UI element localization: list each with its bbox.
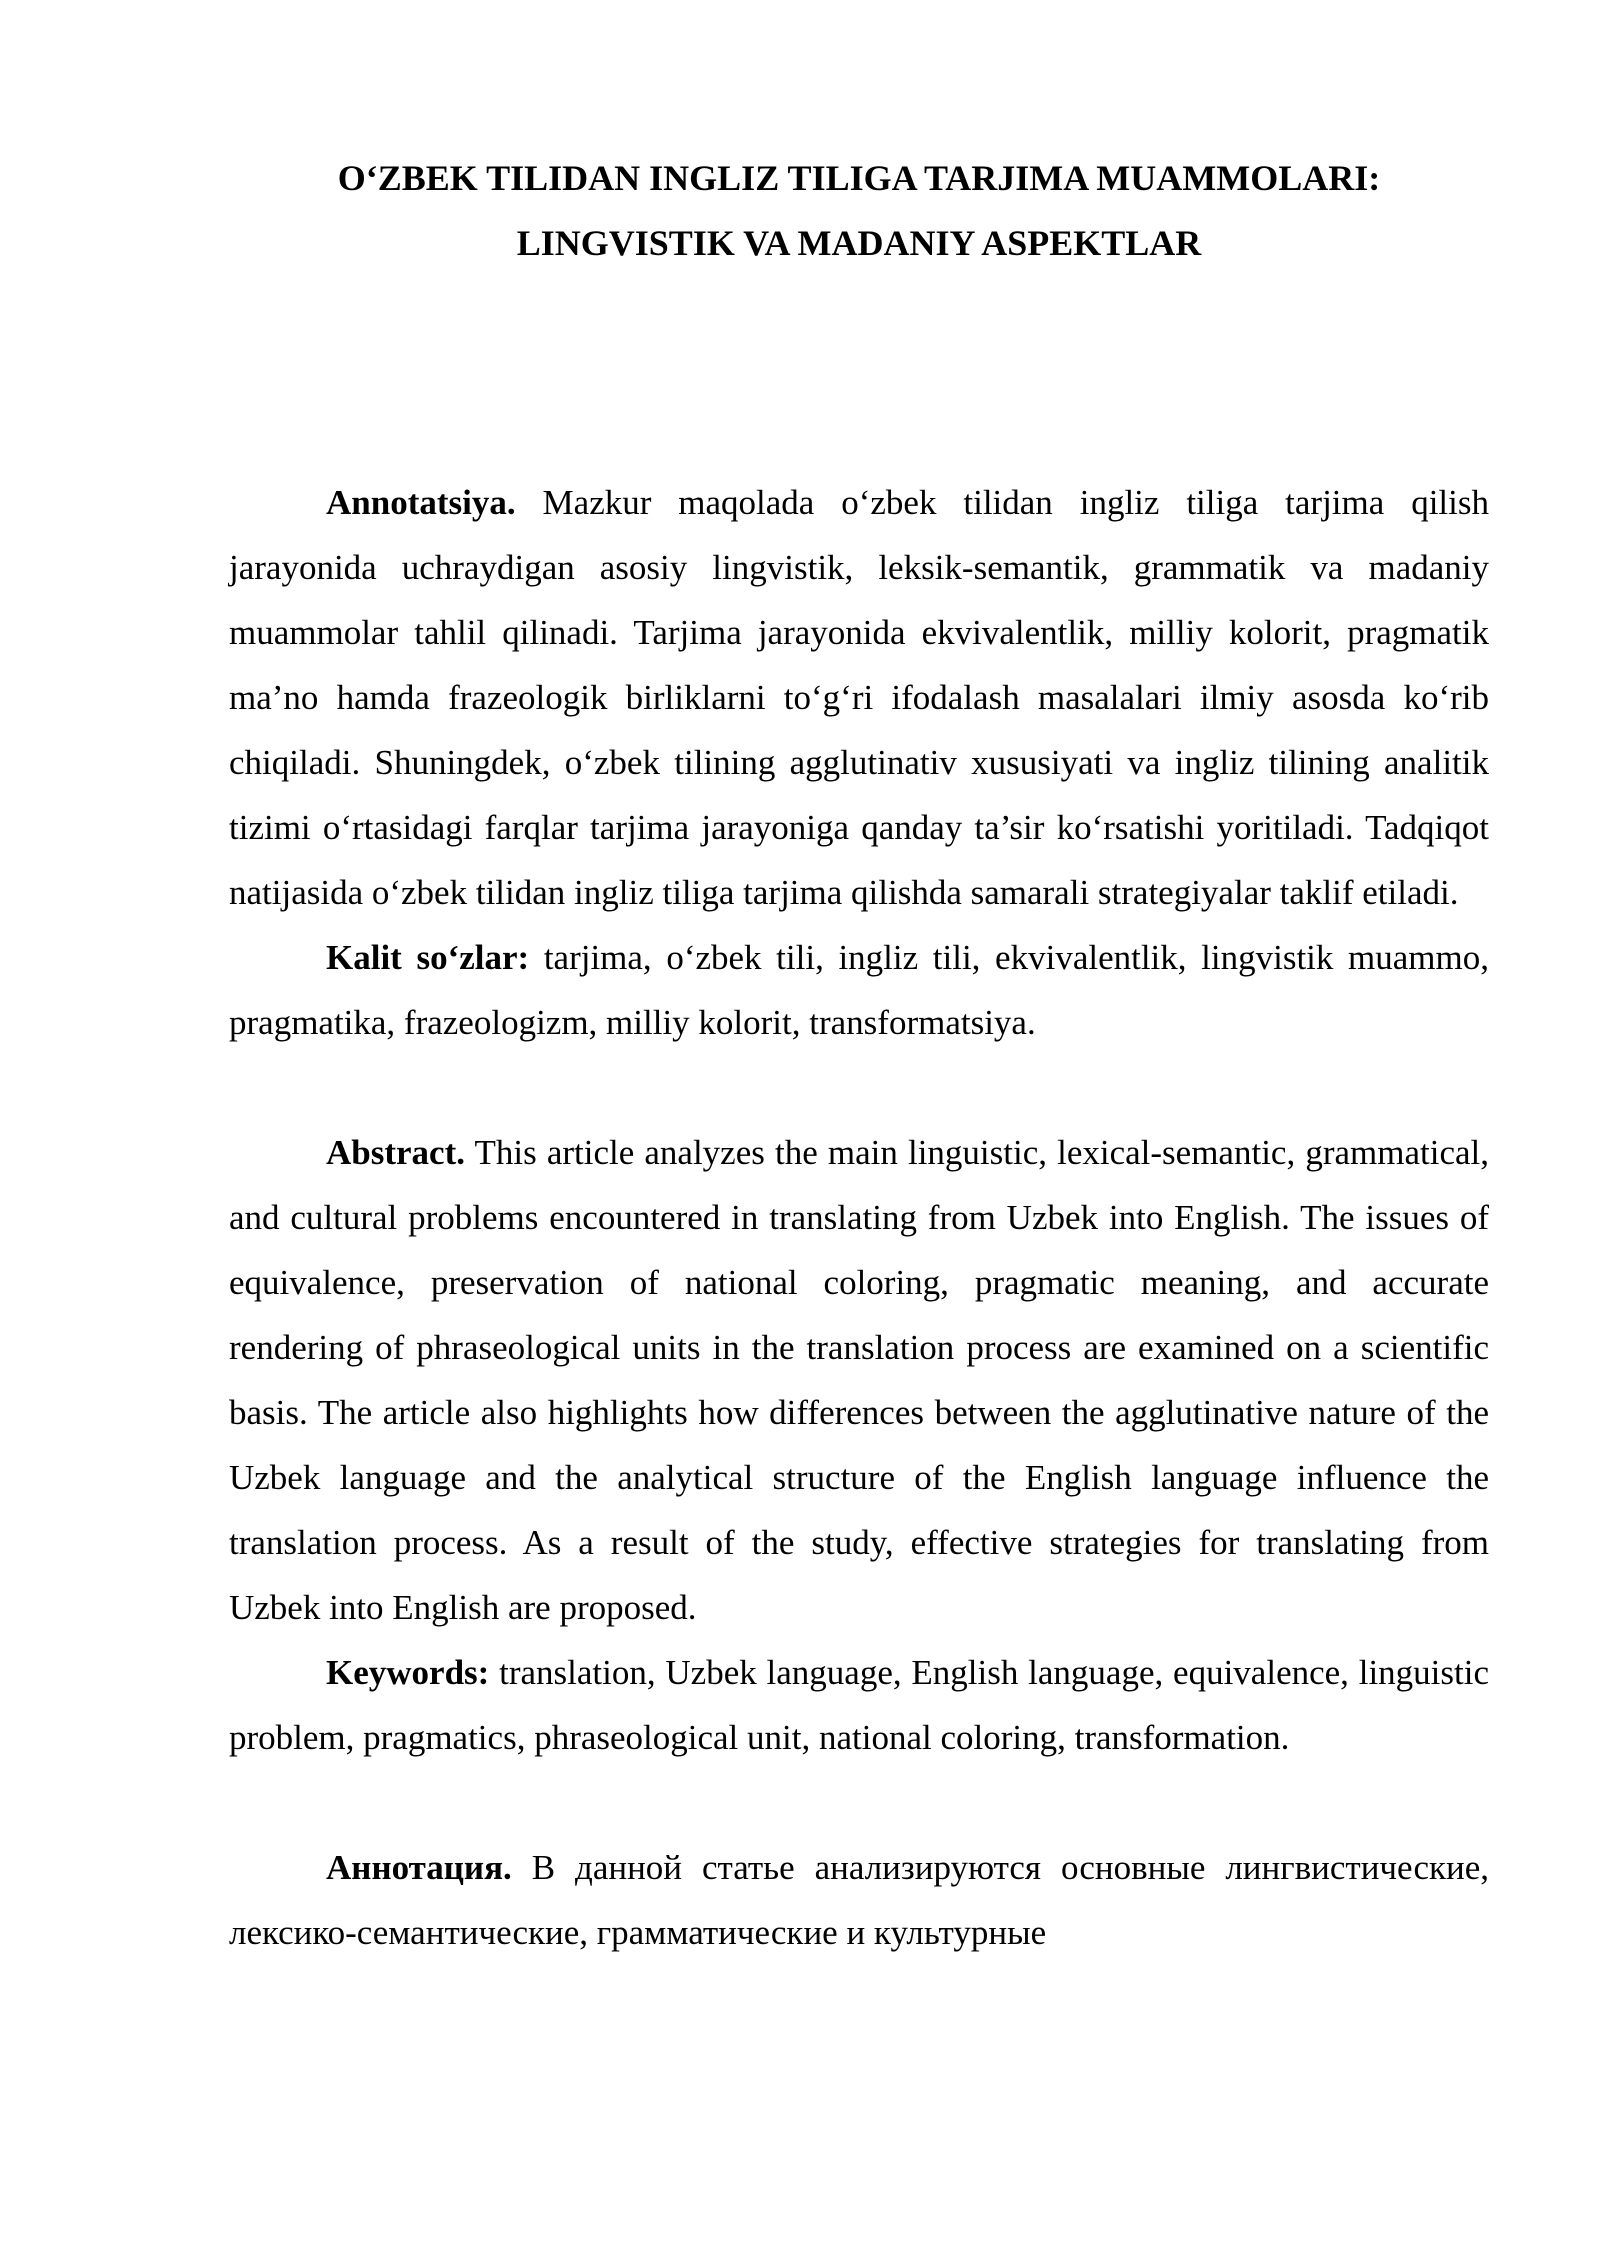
russian-annotation-text: В данной статье анализируются основные лингвистические, лексико-семантические, грамматические и культурные — [229, 1848, 1489, 1952]
paper-body — [229, 470, 1489, 1965]
english-abstract-text: This article analyzes the main linguistic, lexical-semantic, grammatical, and cultural problems encountered in translating from Uzbek into English. The issues of equivalence, preservation of national coloring, pragmatic meaning, and accurate rendering of phraseological units in the translation process are examined on a scientific basis. The article also highlights how differences between the agglutinative nature of the Uzbek language and the analytical structure of the English language influence the translation process. As a result of the study, effective strategies for translating from Uzbek into English are proposed. — [229, 1133, 1489, 1627]
uzbek-keywords-label: Kalit so‘zlar: — [326, 938, 530, 977]
paper-title — [229, 146, 1489, 276]
title-line-2: LINGVISTIK VA MADANIY ASPEKTLAR — [516, 223, 1202, 263]
russian-annotation — [229, 1835, 1489, 1965]
english-keywords-text: translation, Uzbek language, English language, equivalence, linguistic problem, pragmatics, phraseological unit, national coloring, transformation. — [229, 1653, 1489, 1757]
english-abstract — [229, 1120, 1489, 1640]
section-spacer — [229, 1770, 1489, 1835]
english-keywords — [229, 1640, 1489, 1770]
russian-annotation-label: Аннотация. — [326, 1848, 512, 1887]
uzbek-annotation — [229, 470, 1489, 925]
english-keywords-label: Keywords: — [326, 1653, 490, 1692]
uzbek-keywords-text: tarjima, o‘zbek tili, ingliz tili, ekvivalentlik, lingvistik muammo, pragmatika, frazeologizm, milliy kolorit, transformatsiya. — [229, 938, 1489, 1042]
section-spacer — [229, 1055, 1489, 1120]
title-line-1: O‘ZBEK TILIDAN INGLIZ TILIGA TARJIMA MUAMMOLARI: — [337, 158, 1381, 198]
uzbek-keywords — [229, 925, 1489, 1055]
uzbek-annotation-label: Annotatsiya. — [326, 483, 516, 522]
english-abstract-label: Abstract. — [326, 1133, 465, 1172]
uzbek-annotation-text: Mazkur maqolada o‘zbek tilidan ingliz tiliga tarjima qilish jarayonida uchraydigan asosiy lingvistik, leksik-semantik, grammatik va madaniy muammolar tahlil qilinadi. Tarjima jarayonida ekvivalentlik, milliy kolorit, pragmatik ma’no hamda frazeologik birliklarni to‘g‘ri ifodalash masalalari ilmiy asosda ko‘rib chiqiladi. Shuningdek, o‘zbek tilining agglutinativ xususiyati va ingliz tilining analitik tizimi o‘rtasidagi farqlar tarjima jarayoniga qanday ta’sir ko‘rsatishi yoritiladi. Tadqiqot natijasida o‘zbek tilidan ingliz tiliga tarjima qilishda samarali strategiyalar taklif etiladi. — [229, 483, 1489, 912]
